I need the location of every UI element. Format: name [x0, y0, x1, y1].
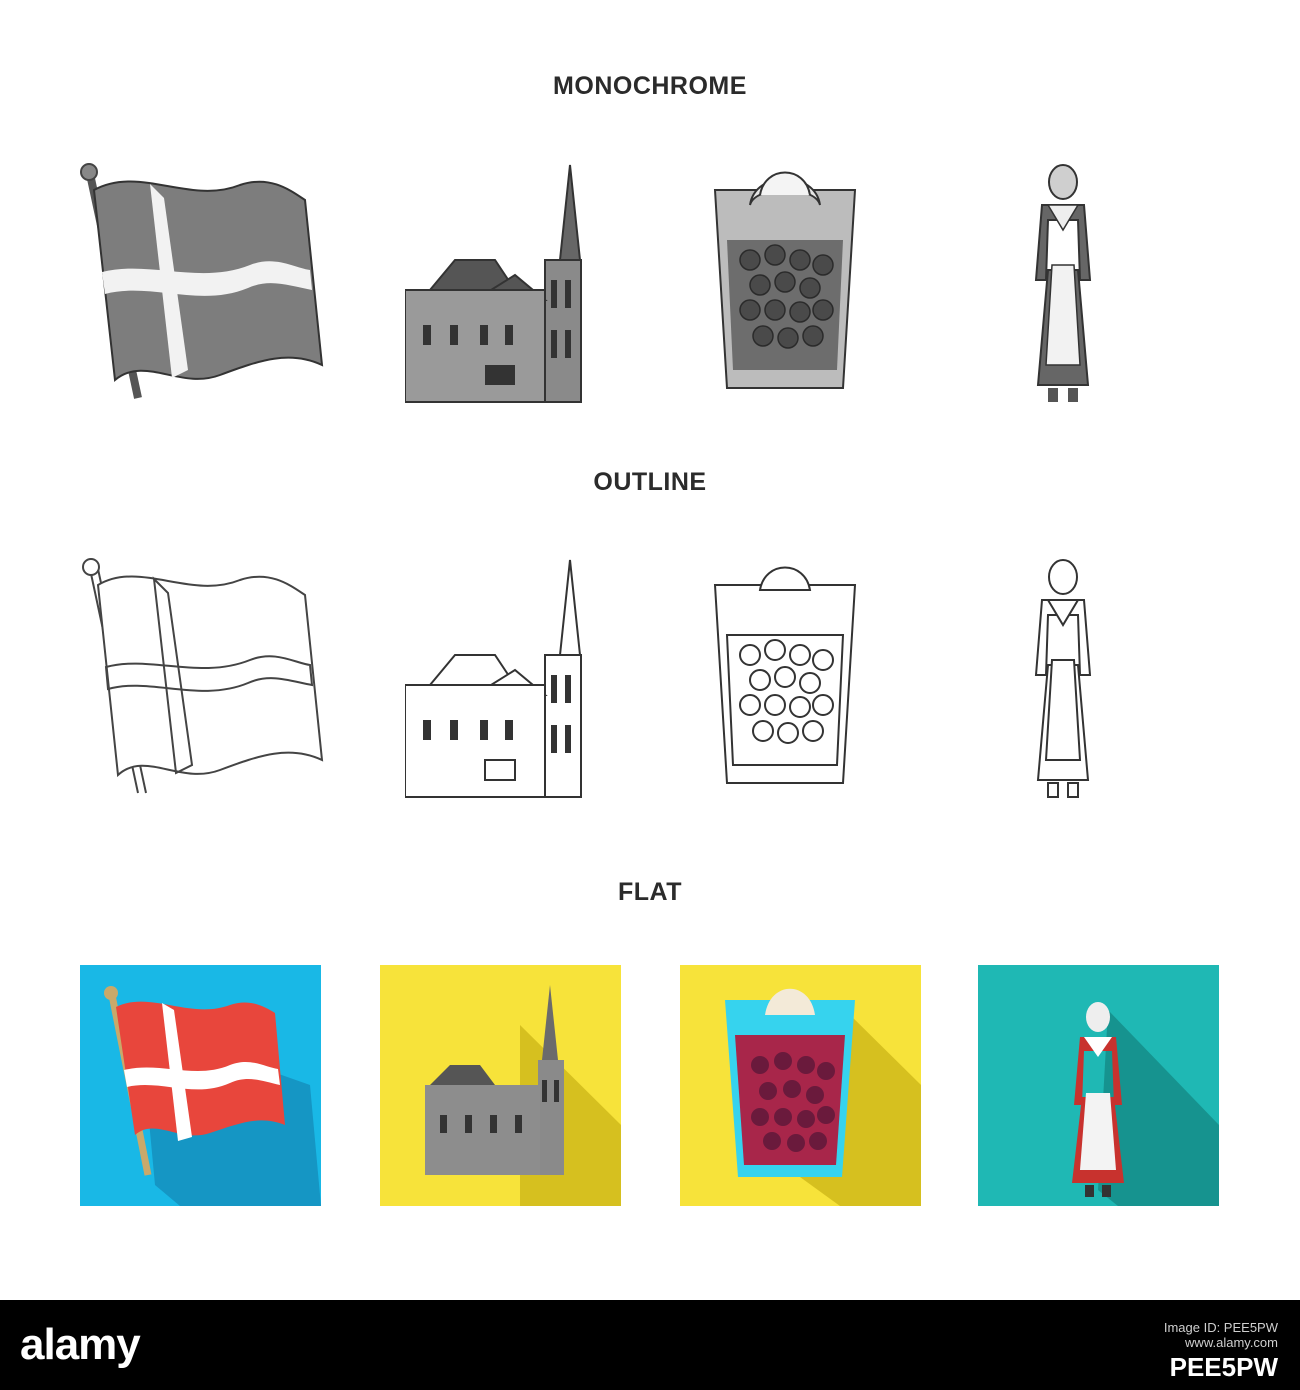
flag-tile: [80, 965, 321, 1206]
image-credit-url[interactable]: www.alamy.com: [1185, 1335, 1278, 1350]
woman-national-costume-icon: [1028, 160, 1098, 410]
alamy-logo[interactable]: alamy: [20, 1320, 140, 1369]
section-heading-flat: FLAT: [617, 878, 682, 906]
section-heading-monochrome: MONOCHROME: [553, 72, 747, 100]
church-outline-icon: [405, 555, 585, 803]
image-credit: [1164, 1320, 1278, 1383]
berry-dessert-outline-icon: [705, 555, 865, 795]
berry-dessert-flat-icon: [680, 965, 921, 1206]
section-heading-outline: OUTLINE: [593, 468, 707, 496]
woman-national-costume-flat-icon: [978, 965, 1219, 1206]
church-flat-icon: [380, 965, 621, 1206]
image-id: PEE5PW: [1169, 1352, 1278, 1382]
image-credit-label: Image ID: PEE5PW: [1163, 1320, 1278, 1335]
dessert-tile: [680, 965, 921, 1206]
berry-dessert-icon: [705, 160, 865, 400]
danish-flag-outline-icon: [70, 555, 330, 800]
church-icon: [405, 160, 585, 408]
danish-flag-icon: [70, 160, 330, 405]
church-tile: [380, 965, 621, 1206]
danish-flag-flat-icon: [80, 965, 321, 1206]
stock-footer-bar: [0, 1300, 1300, 1390]
costume-tile: [978, 965, 1219, 1206]
woman-national-costume-outline-icon: [1028, 555, 1098, 805]
